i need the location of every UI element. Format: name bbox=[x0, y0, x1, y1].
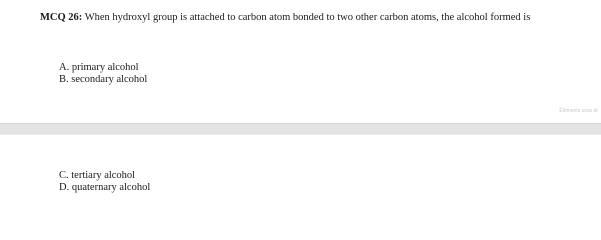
option-d: D. quaternary alcohol bbox=[59, 182, 151, 193]
options-list-top bbox=[59, 62, 147, 86]
option-c: C. tertiary alcohol bbox=[59, 170, 136, 181]
page-break-divider bbox=[0, 123, 601, 135]
question-stem: When hydroxyl group is attached to carbon atom bonded to two other carbon atoms, the alcohol formed is bbox=[84, 12, 531, 23]
watermark-text: Éléments sous dr bbox=[559, 108, 598, 114]
question-text bbox=[40, 11, 592, 24]
option-a: A. primary alcohol bbox=[59, 62, 139, 73]
question-number: MCQ 26: bbox=[40, 12, 83, 23]
options-list-bottom bbox=[59, 170, 150, 194]
option-b: B. secondary alcohol bbox=[59, 74, 148, 85]
